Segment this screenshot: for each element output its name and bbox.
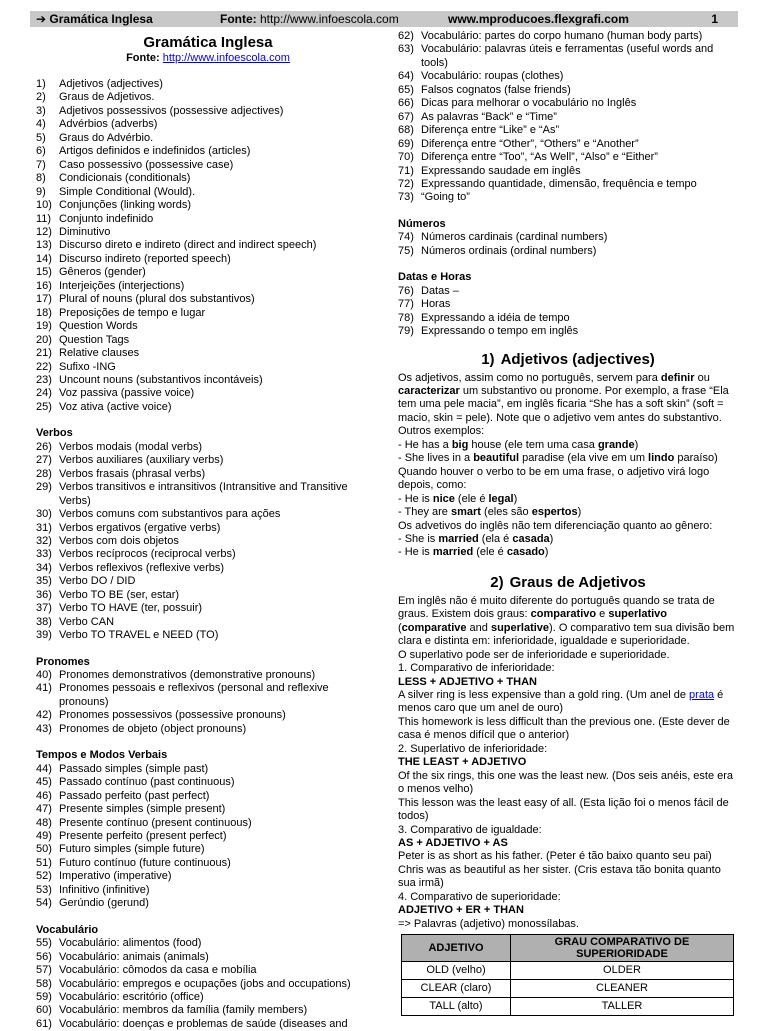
toc-item bbox=[36, 857, 380, 870]
table-cell: OLDER bbox=[511, 962, 734, 980]
toc-item-label: Caso possessivo (possessive case) bbox=[59, 158, 234, 171]
toc-item-number: 40) bbox=[36, 669, 52, 682]
toc-item-number: 20) bbox=[36, 333, 52, 346]
toc-item bbox=[398, 285, 738, 298]
ch2-example: This homework is less difficult than the previous one. (Este dever de casa é menos difícil que o anterior) bbox=[398, 715, 730, 742]
toc-item-number: 21) bbox=[36, 347, 52, 360]
toc-item-number: 25) bbox=[36, 400, 52, 413]
toc-item bbox=[36, 239, 380, 252]
toc-item bbox=[398, 151, 738, 164]
toc-item-number: 44) bbox=[36, 762, 52, 775]
toc-item-number: 2) bbox=[36, 91, 46, 104]
toc-item-number: 70) bbox=[398, 151, 414, 164]
toc-item-number: 7) bbox=[36, 158, 46, 171]
toc-item-number: 50) bbox=[36, 843, 52, 856]
ch1-example: - He is nice (ele é legal) bbox=[398, 492, 518, 505]
toc-item-label: Horas bbox=[421, 298, 451, 311]
toc-section-title: Pronomes bbox=[36, 655, 90, 668]
toc-item-number: 58) bbox=[36, 977, 52, 990]
toc-item-label: Vocabulário: palavras úteis e ferramentas (useful words and tools) bbox=[421, 43, 714, 69]
toc-item-number: 27) bbox=[36, 454, 52, 467]
toc-item-label: Presente perfeito (present perfect) bbox=[59, 830, 227, 843]
toc-item-number: 56) bbox=[36, 950, 52, 963]
toc-item bbox=[36, 159, 380, 172]
toc-item-number: 55) bbox=[36, 937, 52, 950]
toc-item-number: 22) bbox=[36, 360, 52, 373]
ch2-example: This lesson was the least easy of all. (Esta lição foi o menos fácil de todos) bbox=[398, 796, 729, 823]
toc-item-label: As palavras “Back” e “Time” bbox=[421, 110, 557, 123]
toc-item bbox=[36, 132, 380, 145]
table-header-cell: ADJETIVO bbox=[402, 935, 511, 962]
toc-left bbox=[36, 78, 380, 1031]
toc-item-label: Diferença entre “Too”, “As Well”, “Also” e “Either” bbox=[421, 151, 658, 164]
toc-item-label: Vocabulário: animais (animals) bbox=[59, 950, 209, 963]
ch2-note: => Palavras (adjetivo) monossílabas. bbox=[398, 917, 579, 930]
toc-item bbox=[36, 589, 380, 602]
toc-item-number: 67) bbox=[398, 110, 414, 123]
toc-item-label: Verbo DO / DID bbox=[59, 575, 136, 588]
toc-item bbox=[36, 91, 380, 104]
toc-item-number: 77) bbox=[398, 298, 414, 311]
toc-item-number: 47) bbox=[36, 803, 52, 816]
toc-item-number: 48) bbox=[36, 816, 52, 829]
toc-item bbox=[36, 387, 380, 400]
toc-item-number: 1) bbox=[36, 78, 46, 90]
toc-item bbox=[36, 280, 380, 293]
toc-item-label: Adjetivos possessivos (possessive adjectives) bbox=[59, 104, 284, 117]
toc-item-number: 61) bbox=[36, 1017, 52, 1030]
toc-item-label: Verbos modais (modal verbs) bbox=[59, 440, 203, 453]
toc-item-label: Graus do Advérbio. bbox=[59, 131, 154, 144]
toc-item-number: 54) bbox=[36, 897, 52, 910]
comparative-table bbox=[401, 934, 734, 1016]
toc-item-label: Imperativo (imperative) bbox=[59, 870, 172, 883]
toc-item-number: 5) bbox=[36, 131, 46, 144]
toc-item bbox=[36, 776, 380, 789]
toc-item-label: Relative clauses bbox=[59, 347, 140, 360]
toc-item bbox=[36, 870, 380, 883]
ch2-example: Chris was as beautiful as her sister. (Cris estava tão bonita quanto sua irmã) bbox=[398, 863, 721, 890]
toc-item-number: 53) bbox=[36, 883, 52, 896]
toc-item bbox=[36, 118, 380, 131]
ch1-example: - He is married (ele é casado) bbox=[398, 546, 549, 559]
toc-item bbox=[36, 817, 380, 830]
toc-item-label: Voz passiva (passive voice) bbox=[59, 387, 195, 400]
toc-item-label: Futuro contínuo (future continuous) bbox=[59, 856, 231, 869]
toc-item bbox=[36, 361, 380, 374]
toc-item-label: Advérbios (adverbs) bbox=[59, 118, 158, 131]
toc-item bbox=[36, 145, 380, 158]
toc-item-number: 8) bbox=[36, 172, 46, 185]
toc-item bbox=[36, 803, 380, 816]
toc-item bbox=[398, 30, 738, 43]
toc-item-label: Passado simples (simple past) bbox=[59, 762, 209, 775]
header-source: Fonte: http://www.infoescola.com bbox=[220, 12, 399, 26]
ch2-paragraph-2: O superlativo pode ser de inferioridade e superioridade. bbox=[398, 648, 670, 661]
toc-item-label: Falsos cognatos (false friends) bbox=[421, 83, 571, 96]
toc-item-label: Artigos definidos e indefinidos (articles) bbox=[59, 145, 251, 158]
toc-item-label: Números cardinais (cardinal numbers) bbox=[421, 231, 608, 244]
toc-item-number: 66) bbox=[398, 97, 414, 110]
toc-item-number: 43) bbox=[36, 722, 52, 735]
toc-item-number: 63) bbox=[398, 43, 414, 56]
toc-section-title: Tempos e Modos Verbais bbox=[36, 749, 168, 762]
toc-item-number: 38) bbox=[36, 615, 52, 628]
toc-item-label: Verbo TO TRAVEL e NEED (TO) bbox=[59, 629, 219, 642]
toc-item-label: Pronomes demonstrativos (demonstrative pronouns) bbox=[59, 669, 316, 682]
chapter-1-title: 1) Adjetivos (adjectives) bbox=[481, 350, 655, 368]
toc-item bbox=[398, 124, 738, 137]
ch2-subheading: 2. Superlativo de inferioridade: bbox=[398, 742, 548, 755]
toc-item bbox=[398, 191, 738, 204]
toc-item bbox=[398, 84, 738, 97]
toc-item-label: Vocabulário: escritório (office) bbox=[59, 991, 204, 1003]
toc-item-number: 26) bbox=[36, 440, 52, 453]
toc-item-label: Vocabulário: empregos e ocupações (jobs and occupations) bbox=[59, 977, 351, 990]
toc-item bbox=[36, 548, 380, 561]
toc-item-number: 13) bbox=[36, 239, 52, 252]
toc-item-number: 4) bbox=[36, 118, 46, 131]
toc-item-label: Question Words bbox=[59, 320, 138, 333]
toc-item-number: 49) bbox=[36, 830, 52, 843]
toc-item-label: Gêneros (gender) bbox=[59, 266, 146, 279]
ch1-paragraph-1: Os adjetivos, assim como no português, servem para definir ou caracterizar um substantivo ou pronome. Por exemplo, a frase “Ela tem uma pele macia”, em inglês ficaria “She has a soft skin” (soft = macio, skin = pele). Note que o adjetivo vem antes do substantivo. bbox=[398, 371, 729, 424]
toc-item-number: 28) bbox=[36, 467, 52, 480]
toc-item bbox=[36, 790, 380, 803]
toc-item-label: Verbo TO BE (ser, estar) bbox=[59, 588, 180, 601]
toc-item-label: Vocabulário: membros da família (family members) bbox=[59, 1004, 308, 1017]
toc-item bbox=[36, 763, 380, 776]
toc-item-label: Uncount nouns (substantivos incontáveis) bbox=[59, 373, 263, 386]
toc-item-number: 32) bbox=[36, 534, 52, 547]
toc-item-number: 31) bbox=[36, 521, 52, 534]
toc-item-label: Adjetivos (adjectives) bbox=[59, 78, 163, 90]
toc-item-label: Diminutivo bbox=[59, 225, 111, 238]
toc-item-label: Discurso indireto (reported speech) bbox=[59, 252, 231, 265]
toc-section-title: Vocabulário bbox=[36, 923, 99, 936]
toc-item-number: 57) bbox=[36, 964, 52, 977]
toc-item-label: Expressando o tempo em inglês bbox=[421, 325, 579, 338]
toc-item-number: 46) bbox=[36, 789, 52, 802]
toc-item-number: 71) bbox=[398, 164, 414, 177]
toc-item-label: Presente contínuo (present continuous) bbox=[59, 816, 252, 829]
toc-item bbox=[398, 312, 738, 325]
toc-item bbox=[36, 682, 380, 709]
toc-item-label: Infinitivo (infinitive) bbox=[59, 883, 150, 896]
ch2-subheading: 1. Comparativo de inferioridade: bbox=[398, 662, 555, 675]
toc-item-number: 78) bbox=[398, 311, 414, 324]
toc-item-label: Vocabulário: cômodos da casa e mobília bbox=[59, 964, 257, 977]
toc-item-number: 11) bbox=[36, 212, 52, 225]
toc-item bbox=[398, 111, 738, 124]
ch2-formula: AS + ADJETIVO + AS bbox=[398, 837, 508, 850]
toc-item-label: Vocabulário: partes do corpo humano (human body parts) bbox=[421, 30, 703, 42]
toc-item-number: 10) bbox=[36, 199, 52, 212]
toc-item bbox=[398, 97, 738, 110]
toc-item bbox=[36, 293, 380, 306]
toc-item-label: Diferença entre “Other”, “Others” e “Another” bbox=[421, 137, 639, 150]
toc-item bbox=[36, 253, 380, 266]
toc-item-label: Condicionais (conditionals) bbox=[59, 172, 191, 185]
toc-item-label: Pronomes possessivos (possessive pronouns) bbox=[59, 709, 286, 722]
toc-item-number: 65) bbox=[398, 83, 414, 96]
toc-item bbox=[36, 266, 380, 279]
toc-item bbox=[36, 78, 380, 91]
toc-item bbox=[36, 522, 380, 535]
toc-item bbox=[36, 843, 380, 856]
toc-item-number: 35) bbox=[36, 575, 52, 588]
toc-item bbox=[36, 508, 380, 521]
toc-item-number: 59) bbox=[36, 991, 52, 1003]
toc-item-label: Presente simples (simple present) bbox=[59, 803, 226, 816]
toc-item-number: 3) bbox=[36, 104, 46, 117]
toc-item-label: Verbos reflexivos (reflexive verbs) bbox=[59, 561, 225, 574]
left-column bbox=[36, 30, 380, 1031]
toc-item bbox=[36, 897, 380, 910]
toc-item bbox=[36, 454, 380, 467]
ch1-paragraph-2: Quando houver o verbo to be em uma frase, o adjetivo virá logo depois, como: bbox=[398, 465, 710, 492]
toc-item bbox=[36, 186, 380, 199]
toc-item bbox=[36, 105, 380, 118]
toc-item bbox=[36, 937, 380, 950]
table-cell: TALL (alto) bbox=[402, 998, 511, 1016]
toc-item bbox=[36, 709, 380, 722]
toc-item-number: 69) bbox=[398, 137, 414, 150]
toc-item-number: 18) bbox=[36, 306, 52, 319]
toc-item-number: 24) bbox=[36, 387, 52, 400]
ch1-example: - They are smart (eles são espertos) bbox=[398, 506, 582, 519]
header-site: www.mproducoes.flexgrafi.com bbox=[448, 12, 629, 26]
toc-item bbox=[36, 575, 380, 588]
toc-item bbox=[36, 334, 380, 347]
toc-item-label: Simple Conditional (Would). bbox=[59, 185, 196, 198]
toc-item bbox=[36, 629, 380, 642]
toc-right bbox=[398, 30, 738, 339]
toc-item bbox=[36, 616, 380, 629]
toc-item bbox=[36, 213, 380, 226]
toc-item bbox=[398, 325, 738, 338]
table-header-cell: GRAU COMPARATIVO DE SUPERIORIDADE bbox=[511, 935, 734, 962]
toc-item-label: Verbos frasais (phrasal verbs) bbox=[59, 467, 206, 480]
toc-item-number: 75) bbox=[398, 244, 414, 257]
toc-item bbox=[36, 468, 380, 481]
toc-item-label: Expressando quantidade, dimensão, frequência e tempo bbox=[421, 177, 697, 190]
toc-item-number: 23) bbox=[36, 373, 52, 386]
ch2-formula: THE LEAST + ADJETIVO bbox=[398, 756, 527, 769]
toc-item-label: Preposições de tempo e lugar bbox=[59, 306, 206, 319]
toc-item bbox=[36, 347, 380, 360]
toc-item-label: Vocabulário: alimentos (food) bbox=[59, 937, 202, 950]
toc-item-label: Graus de Adjetivos. bbox=[59, 91, 155, 104]
toc-item bbox=[36, 991, 380, 1004]
page-header bbox=[30, 11, 738, 27]
toc-item-label: Pronomes pessoais e reflexivos (personal and reflexive pronouns) bbox=[59, 682, 329, 708]
toc-item-number: 19) bbox=[36, 320, 52, 333]
toc-item bbox=[398, 298, 738, 311]
table-cell: CLEAR (claro) bbox=[402, 980, 511, 998]
toc-item bbox=[36, 602, 380, 615]
ch2-example: Peter is as short as his father. (Peter é tão baixo quanto seu pai) bbox=[398, 850, 712, 863]
source-link[interactable]: http://www.infoescola.com bbox=[162, 52, 290, 64]
toc-item bbox=[36, 374, 380, 387]
toc-item-label: Verbos transitivos e intransitivos (Intransitive and Transitive Verbs) bbox=[59, 481, 348, 507]
toc-item-number: 16) bbox=[36, 279, 52, 292]
toc-item-number: 30) bbox=[36, 508, 52, 521]
ch1-outros: Outros exemplos: bbox=[398, 425, 485, 438]
toc-item-number: 12) bbox=[36, 225, 52, 238]
toc-item-number: 39) bbox=[36, 629, 52, 642]
ch2-example: Of the six rings, this one was the least new. (Dos seis anéis, este era o menos velho) bbox=[398, 769, 734, 796]
toc-item-number: 17) bbox=[36, 293, 52, 306]
toc-item-label: Pronomes de objeto (object pronouns) bbox=[59, 722, 247, 735]
toc-item-label: Verbo TO HAVE (ter, possuir) bbox=[59, 602, 203, 615]
toc-section-title: Verbos bbox=[36, 427, 73, 440]
ch2-example: A silver ring is less expensive than a gold ring. (Um anel de prata é menos caro que um anel de ouro) bbox=[398, 689, 724, 715]
toc-item-label: Verbos ergativos (ergative verbs) bbox=[59, 521, 221, 534]
toc-item-number: 76) bbox=[398, 284, 414, 297]
ch1-example: - She lives in a beautiful paradise (ela vive em um lindo paraíso) bbox=[398, 452, 718, 465]
toc-item-number: 73) bbox=[398, 191, 414, 204]
toc-item-number: 6) bbox=[36, 145, 46, 158]
chapter-2-title: 2) Graus de Adjetivos bbox=[490, 573, 646, 591]
toc-section-title: Datas e Horas bbox=[398, 271, 472, 284]
toc-item-label: Diferença entre “Like” e “As” bbox=[421, 124, 560, 137]
ch1-paragraph-3: Os advetivos do inglês não tem diferenciação quanto ao gênero: bbox=[398, 519, 713, 532]
table-header-row bbox=[402, 935, 734, 962]
toc-item bbox=[398, 178, 738, 191]
toc-item-label: Conjunções (linking words) bbox=[59, 199, 192, 212]
toc-item bbox=[36, 1018, 380, 1031]
toc-item-number: 51) bbox=[36, 856, 52, 869]
toc-item-number: 33) bbox=[36, 548, 52, 561]
toc-item-label: Verbos comuns com substantivos para ações bbox=[59, 508, 281, 521]
table-cell: CLEANER bbox=[511, 980, 734, 998]
toc-item-number: 41) bbox=[36, 682, 52, 695]
toc-item-number: 72) bbox=[398, 177, 414, 190]
toc-item-label: Passado contínuo (past continuous) bbox=[59, 776, 235, 789]
toc-item-label: Vocabulário: doenças e problemas de saúde (diseases and bbox=[59, 1017, 348, 1030]
toc-item-number: 36) bbox=[36, 588, 52, 601]
toc-item-label: Verbos auxiliares (auxiliary verbs) bbox=[59, 454, 224, 467]
right-column bbox=[398, 30, 738, 1016]
toc-item-number: 74) bbox=[398, 231, 414, 244]
toc-item-number: 45) bbox=[36, 776, 52, 789]
toc-item bbox=[398, 231, 738, 244]
ch2-formula: ADJETIVO + ER + THAN bbox=[398, 904, 524, 917]
toc-item bbox=[36, 199, 380, 212]
ch2-subheading: 4. Comparativo de superioridade: bbox=[398, 890, 561, 903]
ch2-paragraph-1: Em inglês não é muito diferente do português quando se trata de graus. Existem dois graus: comparativo e superlativo (comparative and superlative). O comparativo tem sua divisão bem clara e distinta em: inferioridade, igualdade e superioridade. bbox=[398, 594, 735, 648]
toc-item-label: Gerúndio (gerund) bbox=[59, 897, 149, 910]
toc-item-label: Verbo CAN bbox=[59, 615, 115, 628]
toc-item-label: Plural of nouns (plural dos substantivos) bbox=[59, 293, 255, 306]
toc-item-label: Dicas para melhorar o vocabulário no Inglês bbox=[421, 97, 637, 110]
doc-title: Gramática Inglesa bbox=[143, 34, 273, 51]
table-cell: TALLER bbox=[511, 998, 734, 1016]
toc-item bbox=[36, 307, 380, 320]
table-cell: OLD (velho) bbox=[402, 962, 511, 980]
toc-item-number: 68) bbox=[398, 124, 414, 137]
toc-item-number: 15) bbox=[36, 266, 52, 279]
toc-section-title: Números bbox=[398, 217, 446, 230]
toc-item bbox=[398, 245, 738, 258]
ch2-formula: LESS + ADJETIVO + THAN bbox=[398, 675, 537, 688]
toc-item-label: Sufixo -ING bbox=[59, 360, 116, 373]
header-page-number: 1 bbox=[711, 12, 718, 26]
toc-item bbox=[36, 964, 380, 977]
toc-item-label: Números ordinais (ordinal numbers) bbox=[421, 244, 597, 257]
toc-item-number: 52) bbox=[36, 870, 52, 883]
toc-item-label: Voz ativa (active voice) bbox=[59, 400, 172, 413]
toc-item bbox=[398, 43, 738, 70]
toc-item-number: 42) bbox=[36, 709, 52, 722]
ch1-example: - He has a big house (ele tem uma casa grande) bbox=[398, 438, 639, 451]
toc-item-number: 29) bbox=[36, 481, 52, 494]
toc-item bbox=[36, 226, 380, 239]
toc-item bbox=[36, 172, 380, 185]
toc-item-number: 37) bbox=[36, 602, 52, 615]
toc-item-number: 60) bbox=[36, 1004, 52, 1017]
toc-item-number: 14) bbox=[36, 252, 52, 265]
toc-item bbox=[36, 978, 380, 991]
toc-item-label: Interjeições (interjections) bbox=[59, 279, 185, 292]
toc-item bbox=[36, 320, 380, 333]
toc-item-label: Expressando saudade em inglês bbox=[421, 164, 581, 177]
toc-item bbox=[398, 70, 738, 83]
toc-item bbox=[36, 481, 380, 508]
toc-item bbox=[36, 401, 380, 414]
toc-item bbox=[36, 1004, 380, 1017]
toc-item-label: Verbos com dois objetos bbox=[59, 534, 179, 547]
toc-item bbox=[36, 884, 380, 897]
table-row bbox=[402, 980, 734, 998]
toc-item-label: “Going to” bbox=[421, 191, 470, 204]
header-title: ➔ Gramática Inglesa bbox=[36, 12, 153, 26]
table-row bbox=[402, 998, 734, 1016]
toc-item-label: Expressando a idéia de tempo bbox=[421, 311, 570, 324]
toc-item-label: Vocabulário: roupas (clothes) bbox=[421, 70, 564, 83]
toc-item bbox=[398, 165, 738, 178]
prata-link[interactable]: prata bbox=[689, 689, 715, 702]
toc-item bbox=[36, 535, 380, 548]
toc-item bbox=[36, 441, 380, 454]
toc-item-label: Question Tags bbox=[59, 333, 130, 346]
table-row bbox=[402, 962, 734, 980]
toc-item-label: Datas – bbox=[421, 284, 459, 297]
toc-item-label: Conjunto indefinido bbox=[59, 212, 154, 225]
toc-item bbox=[36, 723, 380, 736]
toc-item-label: Futuro simples (simple future) bbox=[59, 843, 205, 856]
toc-item-number: 64) bbox=[398, 70, 414, 83]
toc-item bbox=[36, 562, 380, 575]
toc-item bbox=[36, 951, 380, 964]
toc-item bbox=[36, 830, 380, 843]
toc-item-label: Passado perfeito (past perfect) bbox=[59, 789, 210, 802]
toc-item-number: 79) bbox=[398, 325, 414, 338]
toc-item bbox=[36, 669, 380, 682]
ch2-subheading: 3. Comparativo de igualdade: bbox=[398, 823, 542, 836]
toc-item-number: 9) bbox=[36, 185, 46, 198]
toc-item bbox=[398, 138, 738, 151]
doc-source: Fonte: http://www.infoescola.com bbox=[126, 52, 290, 64]
toc-item-label: Discurso direto e indireto (direct and indirect speech) bbox=[59, 239, 317, 252]
toc-item-number: 34) bbox=[36, 561, 52, 574]
toc-item-number: 62) bbox=[398, 30, 414, 42]
toc-item-label: Verbos recíprocos (reciprocal verbs) bbox=[59, 548, 236, 561]
ch1-example: - She is married (ela é casada) bbox=[398, 532, 554, 545]
